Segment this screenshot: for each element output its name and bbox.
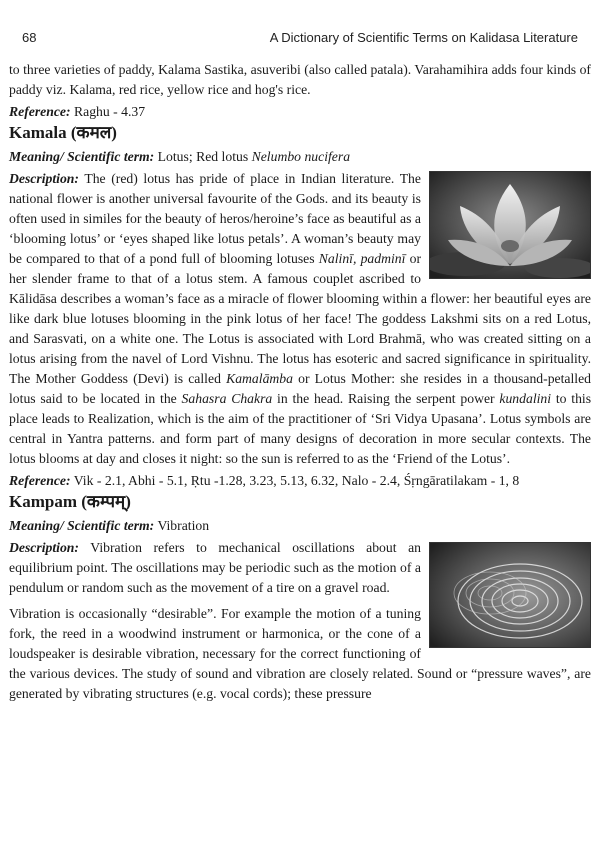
- meaning-label: Meaning/ Scientific term:: [9, 149, 155, 164]
- description-label: Description:: [9, 171, 79, 186]
- meaning-label: Meaning/ Scientific term:: [9, 518, 155, 533]
- species-name: Nelumbo nucifera: [251, 149, 351, 164]
- intro-paragraph: to three varieties of paddy, Kalama Sastika, asuveribi (also called patala). Varahamihira adds four kinds of paddy viz. Kalama, red rice, yellow rice and hog's rice.: [9, 62, 591, 97]
- intro-reference: [9, 102, 591, 122]
- reference-label: Reference:: [9, 104, 71, 119]
- kampam-description: Description: Vibration refers to mechanical oscillations about an equilibrium point. The oscillations may be periodic such as the motion of a pendulum or random such as the movement of a tire on a gravel road.: [9, 538, 591, 598]
- kamala-reference: [9, 471, 591, 491]
- kamala-meaning: Meaning/ Scientific term: Lotus; Red lotus Nelumbo nucifera: [9, 149, 351, 164]
- description-label: Description:: [9, 540, 79, 555]
- entry-heading-kampam: Kampam (कम्पम्): [9, 492, 131, 511]
- reference-label: Reference:: [9, 473, 71, 488]
- kamala-description: Description: The (red) lotus has pride of place in Indian literature. The national flower is another universal favourite of the Gods. and its beauty is often used in similes for the beauty of heros/heroine’s face as beautiful as a ‘blooming lotus’ or ‘eyes shaped like lotus petals’. A woman’s beauty may be compared to that of a pond full of blooming lotuses Nalinī, padminī or her slender frame to that of a lotus stem. A famous couplet ascribed to Kālidāsa describes a woman’s face as a miracle of flower blooming within a flower: her beautiful eyes are like dark blue lotuses blooming in the pink lotus of her face! The goddess Lakshmi sits on a red Lotus, and Sarasvati, on a white one. The Lotus is associated with Lord Brahmā, who was created sitting on a lotus arising from the navel of Lord Vishnu. The lotus has esoteric and sacred significance in spirituality. The Mother Goddess (Devi) is called Kamalāmba or Lotus Mother: she resides in a thousand-petalled lotus said to be located in the Sahasra Chakra in the head. Raising the serpent power kundalini to this place leads to Realization, which is the aim of the practitioner of ‘Sri Vidya Upasana’. Lotus symbols are central in Yantra patterns. and form part of many designs of decoration in more secular contexts. The lotus blooms at day and closes it night: so the sun is referred to as the ‘Friend of the Lotus’.: [9, 169, 591, 469]
- page-content: [9, 60, 591, 704]
- page-number: 68: [22, 30, 37, 45]
- kampam-description-continued: Vibration is occasionally “desirable”. For example the motion of a tuning fork, the reed in a woodwind instrument or harmonica, or the cone of a loudspeaker is desirable vibration, necessary for the correct functioning of the various devices. The study of sound and vibration are closely related. Sound or “pressure waves”, are generated by vibrating structures (e.g. vocal cords); these pressure: [9, 606, 591, 701]
- lotus-photo: [429, 171, 591, 279]
- reference-value: Raghu - 4.37: [73, 104, 146, 119]
- entry-heading-kamala: Kamala (कमल): [9, 123, 117, 142]
- kampam-meaning: Meaning/ Scientific term: Vibration: [9, 518, 210, 533]
- vibration-photo: [429, 542, 591, 648]
- reference-value: Vik - 2.1, Abhi - 5.1, Ṛtu -1.28, 3.23, 5.13, 6.32, Nalo - 2.4, Śṛngāratilakam - 1, 8: [73, 473, 520, 488]
- running-title: A Dictionary of Scientific Terms on Kalidasa Literature: [269, 30, 578, 45]
